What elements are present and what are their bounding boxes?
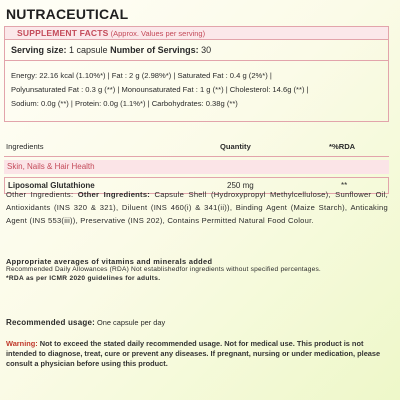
servings-value: 30 (198, 45, 212, 55)
other-ingredients (6, 188, 388, 227)
rda-note: Recommended Daily Allowances (RDA) Not establishedfor ingredients without specified percentages. (6, 266, 321, 273)
warning-notice (6, 339, 394, 369)
serving-size-value: 1 capsule (66, 45, 108, 55)
other-ingredients-label-bold: Other Ingredients: (77, 190, 151, 199)
facts-title: SUPPLEMENT FACTS (17, 28, 109, 38)
facts-subtitle: (Approx. Values per serving) (108, 29, 206, 38)
ingredient-name: Liposomal Glutathione (8, 181, 95, 190)
header-rda: *%RDA (329, 142, 356, 151)
recommended-usage (6, 318, 165, 327)
nutrition-line: Sodium: 0.0g (**) | Protein: 0.0g (1.1%*) | Carbohydrates: 0.38g (**) (11, 99, 238, 108)
table-header-row (4, 140, 389, 154)
ingredient-quantity: 250 mg (227, 181, 254, 190)
header-ingredients: Ingredients (6, 142, 44, 151)
warning-label: Warning: (6, 339, 38, 348)
divider (5, 60, 388, 61)
category-row: Skin, Nails & Hair Health (4, 160, 389, 174)
warning-text: Not to exceed the stated daily recommended usage. Not for medical use. This product is not intended to diagnose, treat, cure or prevent any diseases. If pregnant, nursing or under medication, please consult a physician before using this product. (6, 339, 381, 368)
averages-title: Appropriate averages of vitamins and minerals added (6, 257, 213, 266)
servings-label: Number of Servings: (107, 45, 199, 55)
recommended-usage-value: One capsule per day (94, 318, 166, 327)
recommended-usage-label: Recommended usage: (6, 318, 95, 327)
supplement-facts-panel (4, 26, 389, 122)
rda-guideline: *RDA as per ICMR 2020 guidelines for adults. (6, 275, 161, 282)
serving-info (11, 45, 211, 55)
divider (4, 156, 389, 157)
other-ingredients-label: Other Ingredients: (6, 190, 74, 199)
header-quantity: Quantity (220, 142, 251, 151)
nutrition-line: Polyunsaturated Fat : 0.3 g (**) | Monounsaturated Fat : 1 g (**) | Cholesterol: 14.6g (**) | (11, 85, 309, 94)
ingredient-rda: ** (341, 181, 348, 190)
facts-header (5, 27, 388, 40)
serving-size-label: Serving size: (11, 45, 67, 55)
nutrition-line: Energy: 22.16 kcal (1.10%*) | Fat : 2 g (2.98%*) | Saturated Fat : 0.4 g (2%*) | (11, 71, 272, 80)
brand-title: NUTRACEUTICAL (6, 6, 129, 22)
other-ingredients-text: Capsule Shell (Hydroxypropyl Methylcellulose), Sunflower Oil, Antioxidants (INS 320 & 321), Diluent (INS 460(i) & 341(ii)), Binding Agent (Maize Starch), Anticaking Agent (INS 553(iii)), Preservative (INS 202), Contains Permitted Natural Food Colour. (6, 190, 388, 225)
